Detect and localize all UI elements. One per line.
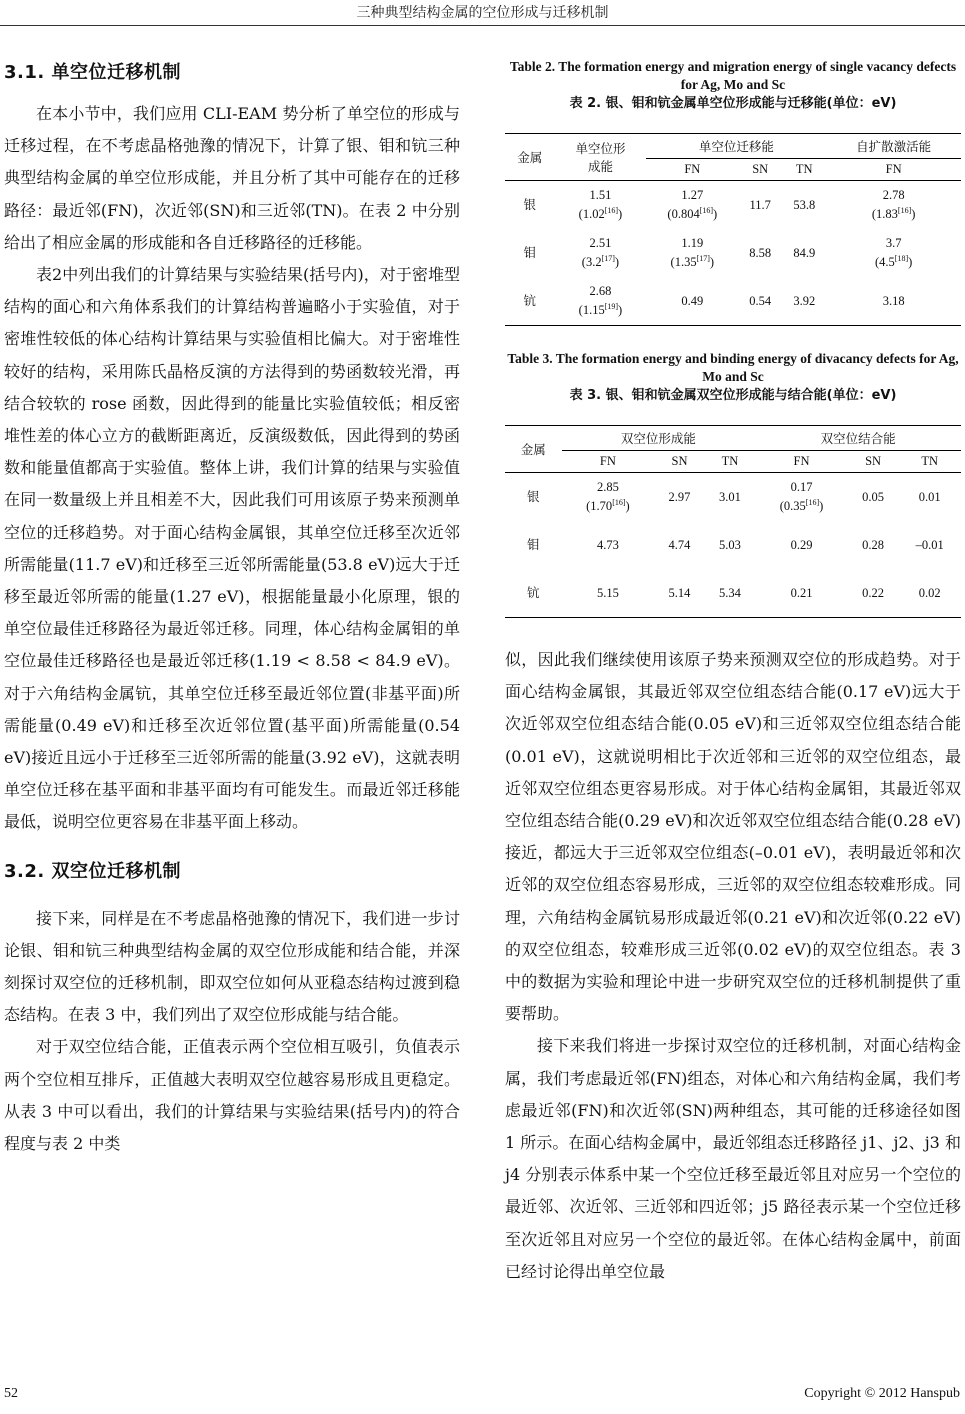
paragraph: 接下来，同样是在不考虑晶格弛豫的情况下，我们进一步讨论银、钼和钪三种典型结构金属的双空位形成能和结合能，并深刻探讨双空位的迁移机制，即双空位如何从亚稳态结构过渡到稳态结构。在表 3 中，我们列出了双空位形成能与结合能。 [4, 908, 460, 1025]
table-row [505, 181, 961, 230]
table-cell: 1.27 (0.804[16]) [667, 187, 718, 222]
table-cell: 0.28 [862, 537, 885, 552]
table-row [505, 229, 961, 277]
right-column [505, 58, 961, 1288]
section-heading-single-vacancy: 3.1. 单空位迁移机制 [4, 62, 181, 83]
table-cell: 钪 [505, 277, 554, 326]
table-cell: 钼 [527, 537, 540, 552]
table-cell: 0.05 [862, 489, 885, 504]
column-header: SN [654, 451, 704, 473]
paragraph: 接下来我们将进一步探讨双空位的迁移机制，对面心结构金属，我们考虑最近邻(FN)组态，对体心和六角结构金属，我们考虑最近邻(FN)和次近邻(SN)两种组态，其可能的迁移途径如图 1 所示。在面心结构金属中，最近邻组态迁移路径 j1、j2、j3 和 j4 分别表示体系中某一个空位迁移至最近邻且对应另一个空位的最近邻、次近邻、三近邻和四近邻；j5 路径表示某一个空位迁移至次近邻且对应另一个空位的最近邻。在体心结构金属中，前面已经讨论得出单空位最 [505, 1036, 961, 1281]
table-cell: 0.02 [898, 569, 961, 618]
column-header: FN [755, 451, 848, 473]
table-cell: 0.54 [738, 277, 782, 326]
copyright-notice: Copyright © 2012 Hanspub [804, 1386, 960, 1401]
page-footer [4, 1386, 960, 1402]
table-cell: 0.22 [848, 569, 898, 618]
table-cell: 2.97 [668, 489, 691, 504]
table-cell: 5.03 [719, 537, 741, 552]
table2-caption-zh: 表 2. 银、钼和钪金属单空位形成能与迁移能(单位：eV) [569, 96, 897, 111]
table-cell: 3.7 (4.5[18]) [875, 235, 913, 270]
column-header: TN [782, 159, 826, 181]
table-cell: 4.73 [596, 537, 619, 552]
paragraph: 似，因此我们继续使用该原子势来预测双空位的形成趋势。对于面心结构金属银，其最近邻双空位组态结合能(0.17 eV)远大于次近邻双空位组态结合能(0.05 eV)和三近邻双空位组态结合能(0.01 eV)，这就说明相比于次近邻和三近邻的双空位组态，最近邻双空位组态更容易形成。对于体心结构金属钼，其最近邻双空位组态结合能(0.29 eV)和次近邻双空位组态结合能(0.28 eV)接近，都远大于三近邻双空位组态(–0.01 eV)，表明最近邻和次近邻的双空位组态容易形成，三近邻的双空位组态较难形成。同理，六角结构金属钪易形成最近邻(0.21 eV)和次近邻(0.22 eV)的双空位组态，较难形成三近邻(0.02 eV)的双空位组态。表 3 中的数据为实验和理论中进一步研究双空位的迁移机制提供了重要帮助。 [505, 650, 961, 1024]
table3-caption-en: Table 3. The formation energy and binding energy of divacancy defects for Ag, Mo and Sc [507, 351, 959, 384]
column-header: FN [826, 159, 961, 181]
table-cell: 3.01 [719, 489, 741, 504]
table2 [505, 133, 961, 326]
table-row [505, 569, 961, 618]
column-header: FN [646, 159, 738, 181]
table3 [505, 425, 961, 618]
table-cell: 1.19 (1.35[17]) [670, 235, 715, 270]
table-cell: 3.92 [782, 277, 826, 326]
table-cell: 5.15 [562, 569, 655, 618]
table-cell: 8.58 [749, 245, 772, 260]
left-column [4, 58, 460, 1160]
table-cell: 银 [527, 489, 540, 504]
table-cell: 钪 [505, 569, 562, 618]
table-cell: 0.29 [790, 537, 813, 552]
table-cell: 2.51 (3.2[17]) [581, 235, 620, 270]
table-cell: 3.18 [826, 277, 961, 326]
running-title: 三种典型结构金属的空位形成与迁移机制 [356, 5, 609, 21]
column-header: 自扩散激活能 [826, 134, 961, 159]
table-cell: 0.17 (0.35[16]) [779, 479, 824, 514]
table-cell: 0.01 [918, 489, 941, 504]
table3-caption-zh: 表 3. 银、钼和钪金属双空位形成能与结合能(单位：eV) [569, 388, 897, 403]
table-cell: 2.78 (1.83[16]) [871, 187, 916, 222]
table-cell: 5.14 [654, 569, 704, 618]
column-header: 单空位形 成能 [554, 134, 646, 181]
column-header: SN [848, 451, 898, 473]
table-row [505, 473, 961, 522]
column-header: TN [898, 451, 961, 473]
table-cell: 1.51 (1.02[16]) [578, 187, 623, 222]
table-cell: 4.74 [668, 537, 691, 552]
column-header: 单空位迁移能 [646, 134, 826, 159]
table-cell: 84.9 [793, 245, 816, 260]
column-header: 金属 [505, 426, 562, 473]
table-cell: 53.8 [793, 197, 816, 212]
paragraph: 对于双空位结合能，正值表示两个空位相互吸引，负值表示两个空位相互排斥，正值越大表明双空位越容易形成且更稳定。从表 3 中可以看出，我们的计算结果与实验结果(括号内)的符合程度与表 2 中类 [4, 1037, 460, 1154]
table-cell: 银 [523, 197, 536, 212]
table-cell: 钼 [523, 245, 536, 260]
table-cell: 0.21 [755, 569, 848, 618]
header-rule [0, 25, 965, 26]
paragraph: 在本小节中，我们应用 CLI-EAM 势分析了单空位的形成与迁移过程，在不考虑晶格弛豫的情况下，计算了银、钼和钪三种典型结构金属的单空位形成能，并且分析了其中可能存在的迁移路径：最近邻(FN)，次近邻(SN)和三近邻(TN)。在表 2 中分别给出了相应金属的形成能和各自迁移路径的迁移能。 [4, 104, 460, 252]
table-cell: 2.85 (1.70[16]) [586, 479, 630, 514]
table-cell: 0.49 [646, 277, 738, 326]
column-header: TN [705, 451, 755, 473]
table-row [505, 277, 961, 326]
table-row [505, 521, 961, 569]
section-heading-divacancy: 3.2. 双空位迁移机制 [4, 860, 181, 882]
page-number: 52 [4, 1386, 18, 1401]
paragraph: 表2中列出我们的计算结果与实验结果(括号内)，对于密堆型结构的面心和六角体系我们的计算结构普遍略小于实验值，对于密堆性较低的体心结构计算结果与实验值相比偏大。对于密堆性较好的结构，采用陈氏晶格反演的方法得到的势函数较光滑，再结合较软的 rose 函数，因此得到的能量比实验值较低；相反密堆性差的体心立方的截断距离近，反演级数低，因此得到的势函数和能量值都高于实验值。整体上讲，我们计算的结果与实验值在同一数量级上并且相差不大，因此我们可用该原子势来预测单空位的迁移趋势。对于面心结构金属银，其单空位迁移至次近邻所需能量(11.7 eV)和迁移至三近邻所需能量(53.8 eV)远大于迁移至最近邻所需的能量(1.27 eV)，根据能量最小化原理，银的单空位最佳迁移路径为最近邻迁移。同理，体心结构金属钼的单空位最佳迁移路径也是最近邻迁移(1.19 < 8.58 < 84.9 eV)。对于六角结构金属钪，其单空位迁移至最近邻位置(非基平面)所需能量(0.49 eV)和迁移至次近邻位置(基平面)所需能量(0.54 eV)接近且远小于迁移至三近邻所需的能量(3.92 eV)，这就表明单空位迁移在基平面和非基平面均有可能发生。而最近邻迁移能最低，说明空位更容易在非基平面上移动。 [4, 265, 460, 832]
column-header: 双空位形成能 [562, 426, 756, 451]
table2-caption-en: Table 2. The formation energy and migration energy of single vacancy defects for Ag, Mo and Sc [509, 59, 957, 92]
column-header: SN [738, 159, 782, 181]
table-cell: 5.34 [705, 569, 755, 618]
table-cell: –0.01 [915, 537, 944, 552]
table-cell: 11.7 [749, 197, 771, 212]
table-cell: 2.68 (1.15[19]) [554, 277, 646, 326]
column-header: FN [562, 451, 655, 473]
column-header: 双空位结合能 [755, 426, 961, 451]
column-header: 金属 [505, 134, 554, 181]
